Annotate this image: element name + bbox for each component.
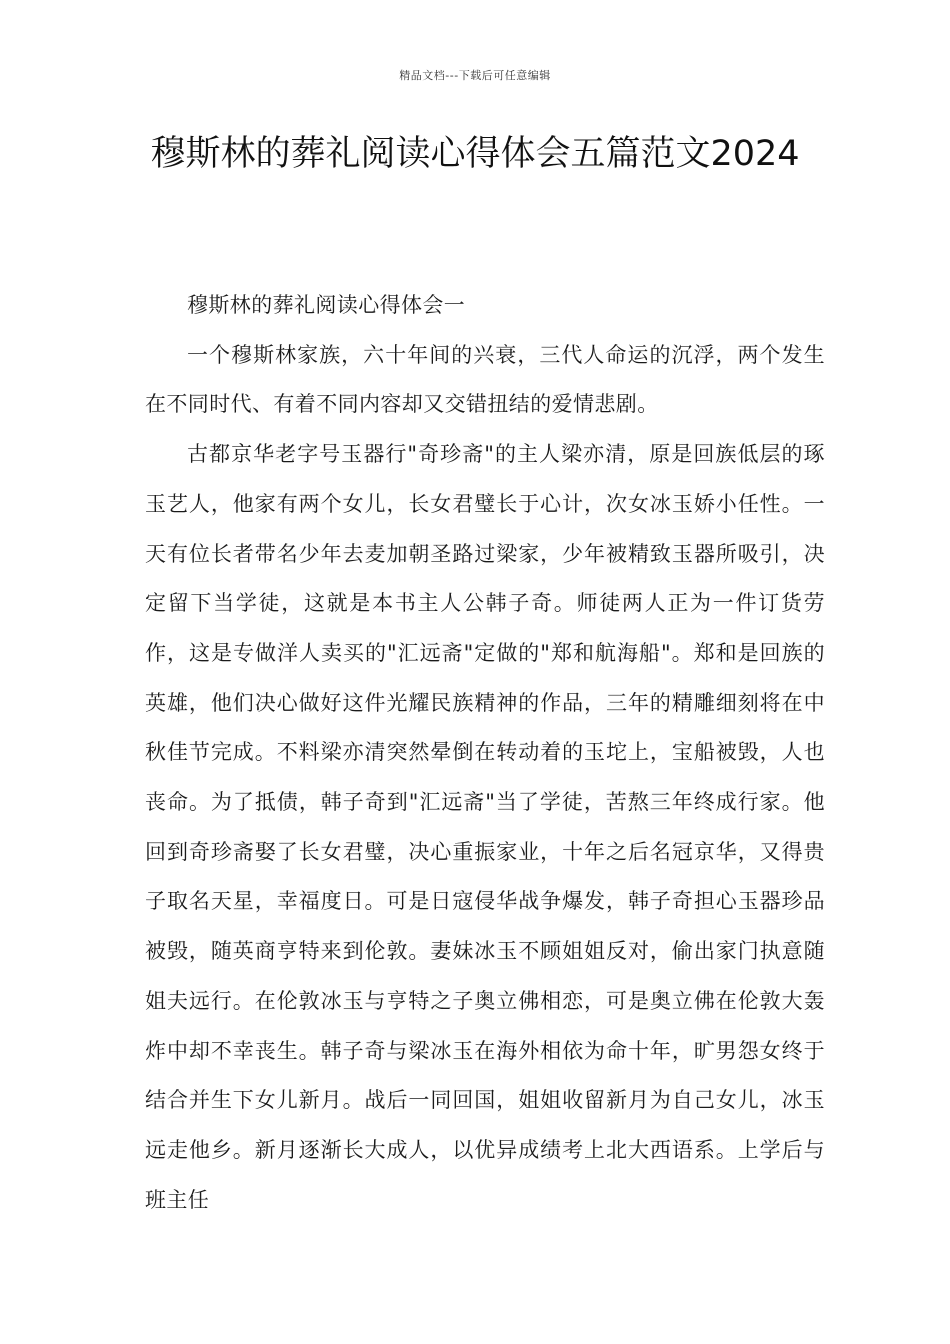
paragraph: 一个穆斯林家族，六十年间的兴衰，三代人命运的沉浮，两个发生在不同时代、有着不同内容却又交错扭结的爱情悲剧。 xyxy=(145,342,825,417)
document-title: 穆斯林的葬礼阅读心得体会五篇范文2024 xyxy=(150,134,800,174)
section-subheading: 穆斯林的葬礼阅读心得体会一 xyxy=(187,293,466,317)
document-body xyxy=(145,281,825,1225)
header-note: 精品文档---下载后可任意编辑 xyxy=(399,69,551,82)
paragraph: 古都京华老字号玉器行"奇珍斋"的主人梁亦清，原是回族低层的琢玉艺人，他家有两个女儿，长女君璧长于心计，次女冰玉娇小任性。一天有位长者带名少年去麦加朝圣路过梁家，少年被精致玉器所吸引，决定留下当学徒，这就是本书主人公韩子奇。师徒两人正为一件订货劳作，这是专做洋人卖买的"汇远斋"定做的"郑和航海船"。郑和是回族的英雄，他们决心做好这件光耀民族精神的作品，三年的精雕细刻将在中秋佳节完成。不料梁亦清突然晕倒在转动着的玉坨上，宝船被毁，人也丧命。为了抵债，韩子奇到"汇远斋"当了学徒，苦熬三年终成行家。他回到奇珍斋娶了长女君璧，决心重振家业，十年之后名冠京华，又得贵子取名天星，幸福度日。可是日寇侵华战争爆发，韩子奇担心玉器珍品被毁，随英商亨特来到伦敦。妻妹冰玉不顾姐姐反对，偷出家门执意随姐夫远行。在伦敦冰玉与亨特之子奥立佛相恋，可是奥立佛在伦敦大轰炸中却不幸丧生。韩子奇与梁冰玉在海外相依为命十年，旷男怨女终于结合并生下女儿新月。战后一同回国，姐姐收留新月为自己女儿，冰玉远走他乡。新月逐渐长大成人，以优异成绩考上北大西语系。上学后与班主任 xyxy=(145,442,825,1212)
